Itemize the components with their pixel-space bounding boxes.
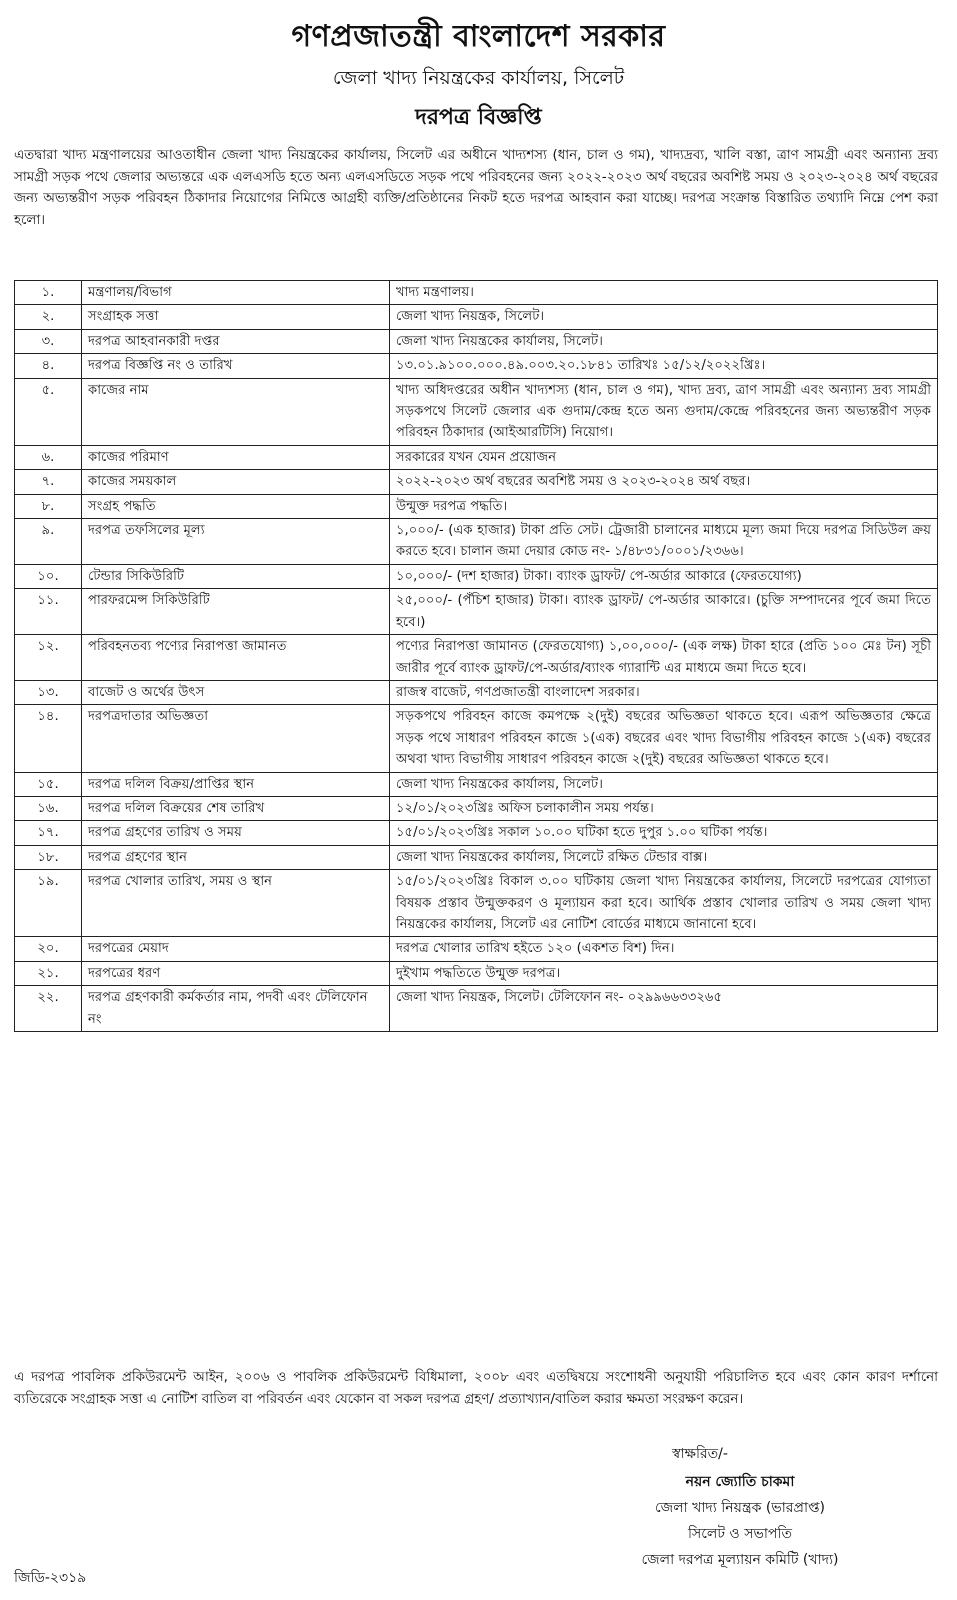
intro-paragraph: এতদ্বারা খাদ্য মন্ত্রণালয়ের আওতাধীন জেলা খাদ্য নিয়ন্ত্রকের কার্যালয়, সিলেট এর অধীনে খাদ্যশস্য (ধান, চাল ও গম), খাদ্যদ্রব্য, খালি বস্তা, ত্রাণ সামগ্রী এবং অন্যান্য দ্রব্য সামগ্রী সড়ক পথে জেলার অভ্যন্তরে এক এলএসডি হতে অন্য এলএসডিতে সড়ক পথে পরিবহনের জন্য ২০২২-২০২৩ অর্থ বছরের অবশিষ্ট সময় ও ২০২৩-২০২৪ অর্থ বছরের জন্য অভ্যন্তরীণ সড়ক পরিবহন ঠিকাদার নিয়োগের নিমিত্তে আগ্রহী ব্যক্তি/প্রতিষ্ঠানের নিকট হতে দরপত্র আহবান করা যাচ্ছে। দরপত্র সংক্রান্ত বিস্তারিত তথ্যাদি নিম্নে পেশ করা হলো। [14,148,938,228]
row-value: রাজস্ব বাজেট, গণপ্রজাতন্ত্রী বাংলাদেশ সরকার। [390,680,938,704]
row-label: দরপত্রের ধরণ [82,961,390,985]
row-number: ৯. [15,519,82,565]
row-number: ৭. [15,470,82,494]
row-label: দরপত্র গ্রহণকারী কর্মকর্তার নাম, পদবী এবং টেলিফোন নং [82,986,390,1032]
row-label: কাজের সময়কাল [82,470,390,494]
signatory-designation-1: জেলা খাদ্য নিয়ন্ত্রক (ভারপ্রাপ্ত) [655,1500,825,1516]
row-label: দরপত্র গ্রহণের স্থান [82,845,390,869]
row-label: পারফরমেন্স সিকিউরিটি [82,589,390,635]
row-number: ১৪. [15,705,82,772]
row-label: টেন্ডার সিকিউরিটি [82,564,390,588]
signatory-designation-3: জেলা দরপত্র মূল্যায়ন কমিটি (খাদ্য) [641,1552,839,1568]
row-number: ১৯. [15,870,82,937]
row-number: ১১. [15,589,82,635]
row-number: ১৬. [15,796,82,820]
row-label: দরপত্রের মেয়াদ [82,937,390,961]
table-row [15,986,938,1032]
table-row [15,937,938,961]
row-value: ১০,০০০/- (দশ হাজার) টাকা। ব্যাংক ড্রাফট/ পে-অর্ডার আকারে (ফেরতযোগ্য) [390,564,938,588]
table-row [15,329,938,353]
table-row [15,445,938,469]
row-number: ৩. [15,329,82,353]
row-value: সড়কপথে পরিবহন কাজে কমপক্ষে ২(দুই) বছরের অভিজ্ঞতা থাকতে হবে। এরূপ অভিজ্ঞতার ক্ষেত্রে সড়ক পথে সাধারণ পরিবহন কাজে ১(এক) বছরের এবং খাদ্য বিভাগীয় পরিবহন কাজে ১(এক) বছরের অথবা খাদ্য বিভাগীয় সাধারণ পরিবহন কাজে ২(দুই) বছরের অভিজ্ঞতা থাকতে হবে। [390,705,938,772]
table-row [15,564,938,588]
table-row [15,635,938,681]
row-number: ১৭. [15,821,82,845]
row-value: উন্মুক্ত দরপত্র পদ্ধতি। [390,494,938,518]
row-number: ২১. [15,961,82,985]
table-row [15,821,938,845]
row-value: ২০২২-২০২৩ অর্থ বছরের অবশিষ্ট সময় ও ২০২৩-২০২৪ অর্থ বছর। [390,470,938,494]
table-row [15,772,938,796]
row-number: ১০. [15,564,82,588]
row-label: কাজের পরিমাণ [82,445,390,469]
row-value: জেলা খাদ্য নিয়ন্ত্রকের কার্যালয়, সিলেট। [390,772,938,796]
row-label: কাজের নাম [82,378,390,445]
table-row [15,519,938,565]
row-value: জেলা খাদ্য নিয়ন্ত্রকের কার্যালয়, সিলেট। [390,329,938,353]
table-row [15,870,938,937]
row-label: দরপত্র খোলার তারিখ, সময় ও স্থান [82,870,390,937]
tender-details-body [15,281,938,1032]
row-number: ১. [15,281,82,305]
table-row [15,705,938,772]
row-value: জেলা খাদ্য নিয়ন্ত্রক, সিলেট। টেলিফোন নং- ০২৯৯৬৬৩৩২৬৫ [390,986,938,1032]
signatory-name: নয়ন জ্যোতি চাকমা [685,1474,795,1490]
row-label: বাজেট ও অর্থের উৎস [82,680,390,704]
signed-mark: স্বাক্ষরিত/- [672,1446,728,1462]
row-number: ২২. [15,986,82,1032]
table-row [15,378,938,445]
row-label: দরপত্র দলিল বিক্রয়ের শেষ তারিখ [82,796,390,820]
row-number: ২. [15,305,82,329]
government-title: গণপ্রজাতন্ত্রী বাংলাদেশ সরকার [291,19,666,54]
row-value: দুইখাম পদ্ধতিতে উন্মুক্ত দরপত্র। [390,961,938,985]
row-value: ১,০০০/- (এক হাজার) টাকা প্রতি সেট। ট্রেজারী চালানের মাধ্যমে মূল্য জমা দিয়ে দরপত্র সিডিউল ক্রয় করতে হবে। চালান জমা দেয়ার কোড নং- ১/৪৮৩১/০০০১/২৩৬৬। [390,519,938,565]
row-value: পণ্যের নিরাপত্তা জামানত (ফেরতযোগ্য) ১,০০,০০০/- (এক লক্ষ) টাকা হারে (প্রতি ১০০ মেঃ টন) সূচী জারীর পূর্বে ব্যাংক ড্রাফট/পে-অর্ডার/ব্যাংক গ্যারান্টি এর মাধ্যমে জমা দিতে হবে। [390,635,938,681]
row-value: জেলা খাদ্য নিয়ন্ত্রকের কার্যালয়, সিলেটে রক্ষিত টেন্ডার বাক্স। [390,845,938,869]
row-value: ১৫/০১/২০২৩খ্রিঃ সকাল ১০.০০ ঘটিকা হতে দুপুর ১.০০ ঘটিকা পর্যন্ত। [390,821,938,845]
notice-title: দরপত্র বিজ্ঞপ্তি [415,105,542,130]
reference-code: জিডি-২৩১৯ [14,1570,87,1586]
row-number: ১৫. [15,772,82,796]
row-number: ১৩. [15,680,82,704]
tender-details-table [14,280,938,1032]
row-value: খাদ্য মন্ত্রণালয়। [390,281,938,305]
signatory-designation-2: সিলেট ও সভাপতি [688,1526,792,1542]
table-row [15,494,938,518]
row-label: সংগ্রাহক সত্তা [82,305,390,329]
table-row [15,354,938,378]
row-number: ১৮. [15,845,82,869]
row-label: মন্ত্রণালয়/বিভাগ [82,281,390,305]
table-row [15,680,938,704]
table-row [15,589,938,635]
row-value: ২৫,০০০/- (পঁচিশ হাজার) টাকা। ব্যাংক ড্রাফট/ পে-অর্ডার আকারে। (চুক্তি সম্পাদনের পূর্বে জমা দিতে হবে।) [390,589,938,635]
row-number: ৪. [15,354,82,378]
row-label: দরপত্রদাতার অভিজ্ঞতা [82,705,390,772]
row-value: খাদ্য অধিদপ্তরের অধীন খাদ্যশস্য (ধান, চাল ও গম), খাদ্য দ্রব্য, ত্রাণ সামগ্রী এবং অন্যান্য দ্রব্য সামগ্রী সড়কপথে সিলেট জেলার এক গুদাম/কেন্দ্র হতে অন্য গুদাম/কেন্দ্রে পরিবহনের জন্য অভ্যন্তরীণ সড়ক পরিবহন ঠিকাদার (আইআরটিসি) নিয়োগ। [390,378,938,445]
row-label: পরিবহনতব্য পণ্যের নিরাপত্তা জামানত [82,635,390,681]
row-value: ১২/০১/২০২৩খ্রিঃ অফিস চলাকালীন সময় পর্যন্ত। [390,796,938,820]
row-value: সরকারের যখন যেমন প্রয়োজন [390,445,938,469]
row-label: দরপত্র আহবানকারী দপ্তর [82,329,390,353]
row-label: দরপত্র বিজ্ঞপ্তি নং ও তারিখ [82,354,390,378]
table-row [15,470,938,494]
row-label: দরপত্র দলিল বিক্রয়/প্রাপ্তির স্থান [82,772,390,796]
table-row [15,796,938,820]
row-label: দরপত্র তফসিলের মূল্য [82,519,390,565]
row-value: ১৩.০১.৯১০০.০০০.৪৯.০০৩.২০.১৮৪১ তারিখঃ ১৫/১২/২০২২খ্রিঃ। [390,354,938,378]
row-label: সংগ্রহ পদ্ধতি [82,494,390,518]
row-value: দরপত্র খোলার তারিখ হইতে ১২০ (একশত বিশ) দিন। [390,937,938,961]
row-number: ৬. [15,445,82,469]
table-row [15,281,938,305]
closing-paragraph: এ দরপত্র পাবলিক প্রকিউরমেন্ট আইন, ২০০৬ ও পাবলিক প্রকিউরমেন্ট বিধিমালা, ২০০৮ এবং এতদ্বিষয়ে সংশোধনী অনুযায়ী পরিচালিত হবে এবং কোন কারণ দর্শানো ব্যতিরেকে সংগ্রাহক সত্তা এ নোটিশ বাতিল বা পরিবর্তন এবং যেকোন বা সকল দরপত্র গ্রহণ/ প্রত্যাখ্যান/বাতিল করার ক্ষমতা সংরক্ষণ করেন। [14,1370,938,1407]
table-row [15,845,938,869]
row-number: ২০. [15,937,82,961]
row-value: জেলা খাদ্য নিয়ন্ত্রক, সিলেট। [390,305,938,329]
row-value: ১৫/০১/২০২৩খ্রিঃ বিকাল ৩.০০ ঘটিকায় জেলা খাদ্য নিয়ন্ত্রকের কার্যালয়, সিলেটে দরপত্রের যোগ্যতা বিষয়ক প্রস্তাব উন্মুক্তকরণ ও মূল্যায়ন করা হবে। আর্থিক প্রস্তাব খোলার তারিখ ও সময় জেলা খাদ্য নিয়ন্ত্রকের কার্যালয়, সিলেট এর নোটিশ বোর্ডের মাধ্যমে জানানো হবে। [390,870,938,937]
table-row [15,961,938,985]
office-name: জেলা খাদ্য নিয়ন্ত্রকের কার্যালয়, সিলেট [332,67,625,89]
row-label: দরপত্র গ্রহণের তারিখ ও সময় [82,821,390,845]
row-number: ৫. [15,378,82,445]
row-number: ১২. [15,635,82,681]
table-row [15,305,938,329]
row-number: ৮. [15,494,82,518]
